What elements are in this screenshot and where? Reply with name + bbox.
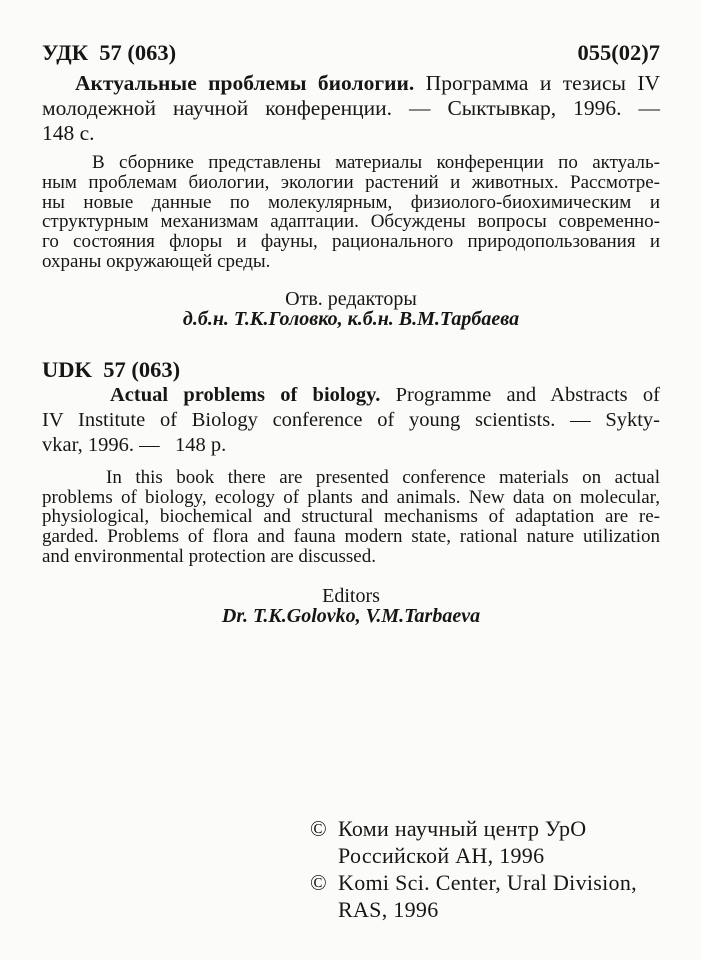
- russian-editors-block: [42, 289, 660, 330]
- copyright-line-en-cont: RAS, 1996: [338, 896, 439, 922]
- english-abstract-line: physiological, biochemical and structural mechanisms of adaptation are re-: [42, 506, 660, 528]
- russian-editors-names: д.б.н. Т.К.Головко, к.б.н. В.М.Тарбаева: [182, 308, 520, 331]
- copyright-line-ru: [310, 815, 660, 842]
- russian-citation-line: [42, 71, 660, 96]
- russian-abstract-line: охраны окружающей среды.: [42, 250, 271, 272]
- english-abstract-line: problems of biology, ecology of plants and animals. New data on molecular,: [42, 486, 660, 508]
- russian-abstract-line: структурным механизмам адаптации. Обсуждены вопросы современно-: [42, 211, 660, 233]
- english-editors-names: Dr. T.K.Golovko, V.M.Tarbaeva: [221, 605, 481, 628]
- russian-citation-line: молодежной научной конференции. — Сыктывкар, 1996. —: [42, 96, 660, 120]
- russian-title: Актуальные проблемы биологии.: [75, 71, 415, 95]
- copyright-line-ru-cont: Российской АН, 1996: [338, 842, 545, 868]
- english-editors-block: [42, 586, 660, 627]
- classification-code: 055(02)7: [577, 40, 660, 65]
- english-citation-line: [42, 383, 660, 408]
- russian-editors-heading: Отв. редакторы: [285, 287, 417, 310]
- english-abstract-line: and environmental protection are discussed.: [42, 545, 376, 567]
- english-abstract-line: In this book there are presented conference materials on actual: [106, 466, 660, 488]
- russian-abstract: [42, 153, 660, 272]
- russian-citation-rest: Программа и тезисы IV: [425, 71, 661, 95]
- russian-citation-line: 148 с.: [42, 121, 95, 145]
- russian-citation: [42, 71, 660, 146]
- english-abstract-line: garded. Problems of flora and fauna modern state, rational nature utilization: [42, 526, 660, 548]
- copyright-line-en: [310, 869, 660, 896]
- russian-abstract-line: ным проблемам биологии, экологии растений и животных. Рассмотре-: [42, 171, 660, 193]
- russian-abstract-line: го состояния флоры и фауны, рационального природопользования и: [42, 231, 660, 253]
- copyright-holder-en: Komi Sci. Center, Ural Division,: [338, 869, 637, 895]
- copyright-icon: ©: [310, 815, 328, 841]
- udk-header-row: [42, 40, 660, 66]
- english-citation-line: vkar, 1996. — 148 p.: [42, 433, 227, 456]
- copyright-icon: ©: [310, 869, 328, 895]
- english-citation-line: IV Institute of Biology conference of young scientists. — Sykty-: [42, 408, 660, 431]
- english-abstract: [42, 468, 660, 567]
- english-citation: [42, 383, 660, 458]
- russian-abstract-line: ны новые данные по молекулярным, физиолого-биохимическим и: [42, 191, 660, 213]
- english-citation-rest: Programme and Abstracts of: [395, 383, 660, 406]
- russian-abstract-line: В сборнике представлены материалы конференции по актуаль-: [92, 152, 660, 173]
- udk-number-ru: УДК 57 (063): [42, 40, 177, 65]
- english-title: Actual problems of biology.: [110, 383, 381, 406]
- copyright-block: [310, 815, 660, 923]
- english-editors-heading: Editors: [322, 584, 380, 607]
- udk-number-en: UDK 57 (063): [42, 356, 181, 382]
- copyright-holder-ru: Коми научный центр УрО: [338, 815, 587, 841]
